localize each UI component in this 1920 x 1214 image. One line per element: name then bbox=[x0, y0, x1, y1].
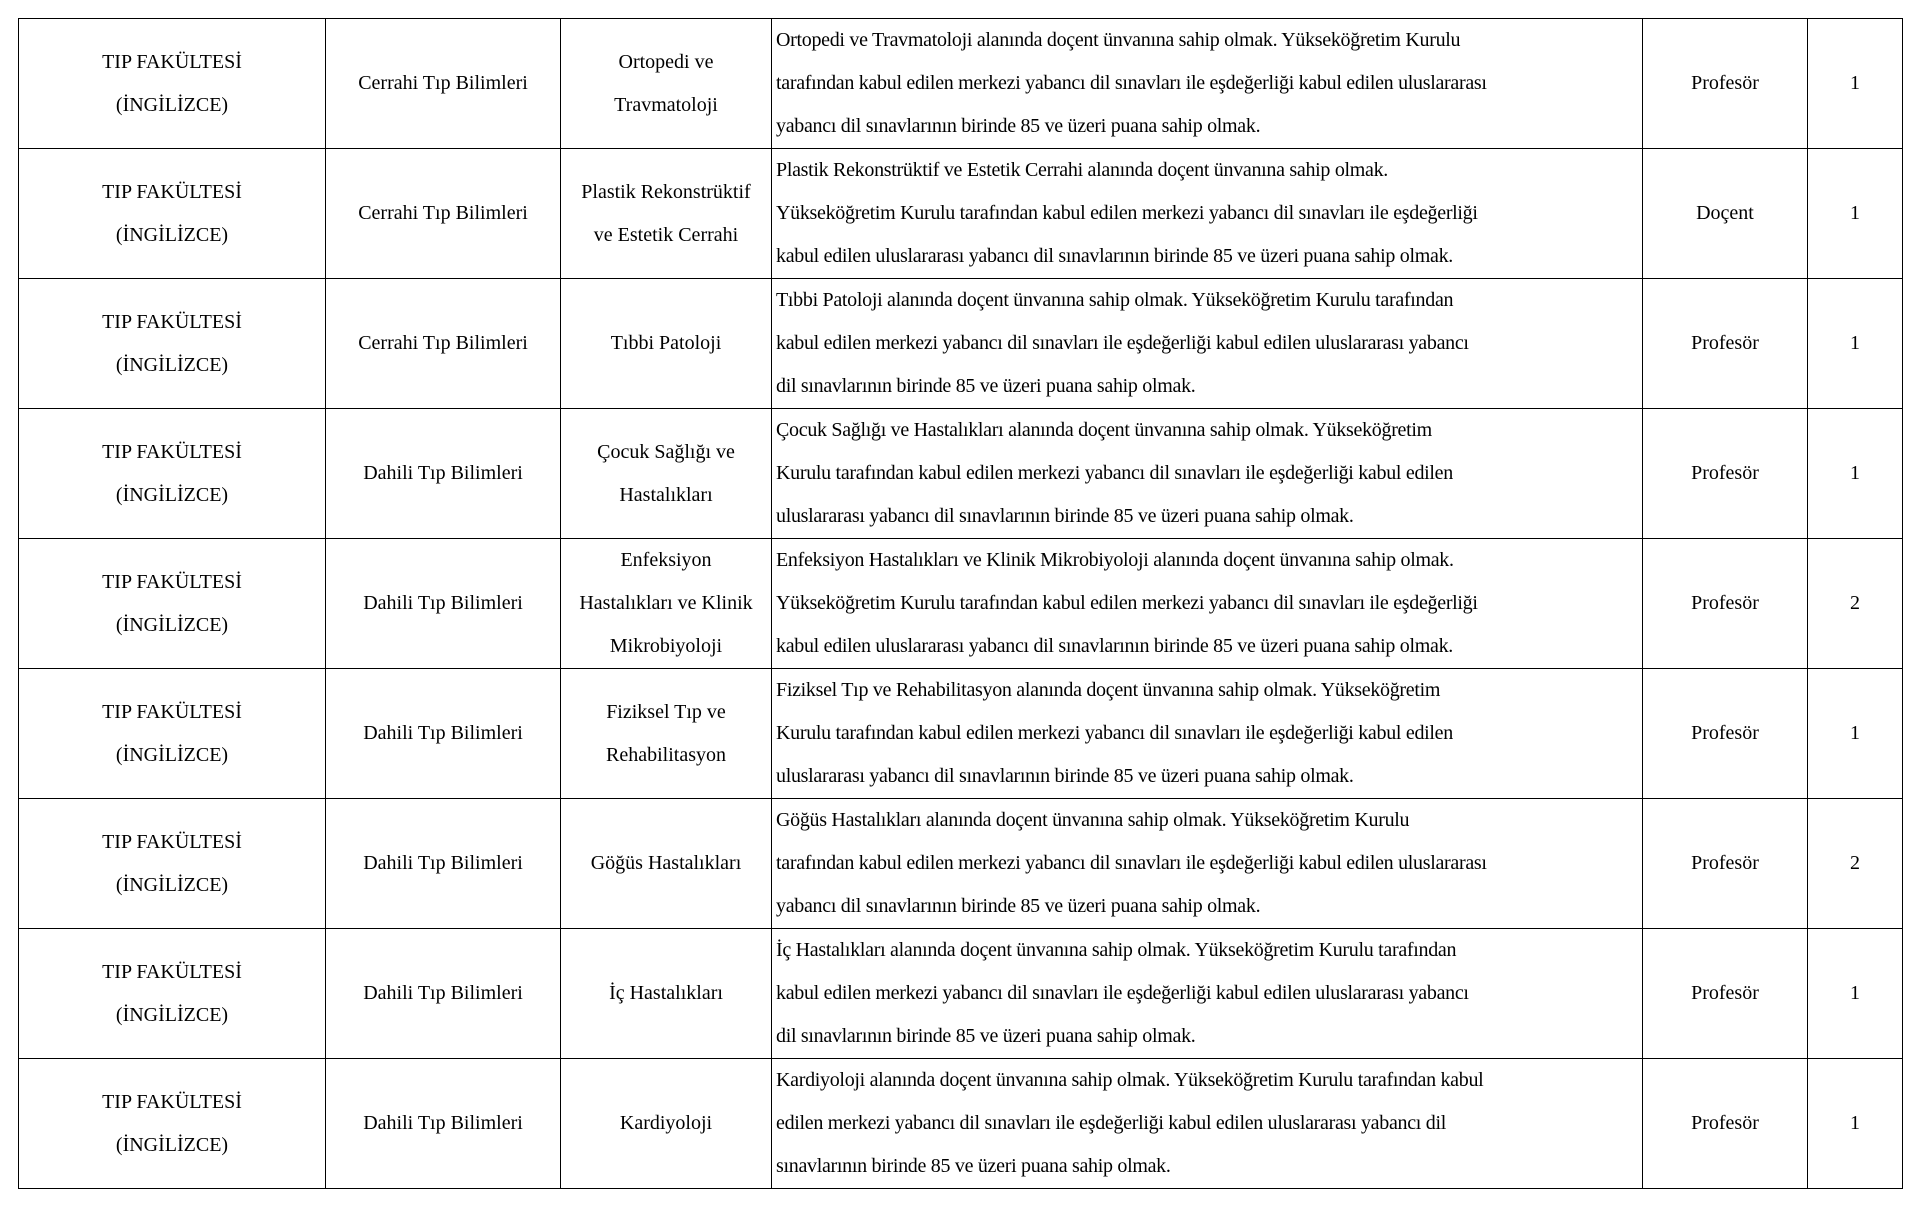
requirement-cell bbox=[772, 279, 1643, 409]
department-line: ve Estetik Cerrahi bbox=[593, 223, 739, 246]
table-row bbox=[19, 279, 1903, 409]
requirement-line: Çocuk Sağlığı ve Hastalıkları alanında doçent ünvanına sahip olmak. Yükseköğretim bbox=[776, 419, 1432, 441]
faculty-cell bbox=[19, 279, 326, 409]
division-cell: Dahili Tıp Bilimleri bbox=[326, 409, 561, 539]
requirement-cell bbox=[772, 669, 1643, 799]
title-cell: Profesör bbox=[1643, 279, 1808, 409]
division-cell: Dahili Tıp Bilimleri bbox=[326, 929, 561, 1059]
requirement-line: Kurulu tarafından kabul edilen merkezi yabancı dil sınavları ile eşdeğerliği kabul edilen bbox=[776, 462, 1453, 484]
title-cell: Doçent bbox=[1643, 149, 1808, 279]
requirement-line: yabancı dil sınavlarının birinde 85 ve üzeri puana sahip olmak. bbox=[776, 115, 1261, 137]
faculty-line: (İNGİLİZCE) bbox=[115, 873, 229, 896]
department-line: Göğüs Hastalıkları bbox=[590, 852, 742, 874]
department-cell bbox=[561, 149, 772, 279]
title-cell: Profesör bbox=[1643, 799, 1808, 929]
table-row bbox=[19, 539, 1903, 669]
count-cell: 1 bbox=[1808, 19, 1903, 149]
requirement-line: kabul edilen uluslararası yabancı dil sınavlarının birinde 85 ve üzeri puana sahip olmak. bbox=[776, 635, 1453, 657]
requirement-line: dil sınavlarının birinde 85 ve üzeri puana sahip olmak. bbox=[776, 375, 1196, 397]
count-cell: 1 bbox=[1808, 1059, 1903, 1189]
department-cell bbox=[561, 799, 772, 929]
department-line: Rehabilitasyon bbox=[606, 743, 726, 766]
requirement-cell bbox=[772, 409, 1643, 539]
requirement-line: edilen merkezi yabancı dil sınavları ile eşdeğerliği kabul edilen uluslararası yabancı dil bbox=[776, 1112, 1446, 1134]
faculty-line: TIP FAKÜLTESİ bbox=[102, 570, 242, 593]
department-line: Fiziksel Tıp ve bbox=[606, 700, 726, 723]
department-cell bbox=[561, 409, 772, 539]
count-cell: 1 bbox=[1808, 929, 1903, 1059]
count-cell: 1 bbox=[1808, 669, 1903, 799]
division-cell: Dahili Tıp Bilimleri bbox=[326, 539, 561, 669]
count-cell: 1 bbox=[1808, 149, 1903, 279]
faculty-line: TIP FAKÜLTESİ bbox=[102, 1090, 242, 1113]
requirement-line: tarafından kabul edilen merkezi yabancı dil sınavları ile eşdeğerliği kabul edilen uluslararası bbox=[776, 852, 1487, 874]
faculty-line: (İNGİLİZCE) bbox=[115, 1003, 229, 1026]
table-row bbox=[19, 149, 1903, 279]
division-cell: Cerrahi Tıp Bilimleri bbox=[326, 279, 561, 409]
faculty-cell bbox=[19, 409, 326, 539]
faculty-line: (İNGİLİZCE) bbox=[115, 743, 229, 766]
count-cell: 2 bbox=[1808, 799, 1903, 929]
faculty-cell bbox=[19, 929, 326, 1059]
requirement-cell bbox=[772, 1059, 1643, 1189]
faculty-line: (İNGİLİZCE) bbox=[115, 93, 229, 116]
faculty-line: TIP FAKÜLTESİ bbox=[102, 700, 242, 723]
count-cell: 1 bbox=[1808, 409, 1903, 539]
department-cell bbox=[561, 279, 772, 409]
faculty-cell bbox=[19, 669, 326, 799]
department-cell bbox=[561, 669, 772, 799]
faculty-line: (İNGİLİZCE) bbox=[115, 1133, 229, 1156]
table-row bbox=[19, 19, 1903, 149]
department-line: Enfeksiyon bbox=[620, 549, 712, 571]
requirement-line: Tıbbi Patoloji alanında doçent ünvanına sahip olmak. Yükseköğretim Kurulu tarafından bbox=[776, 289, 1454, 311]
faculty-line: TIP FAKÜLTESİ bbox=[102, 310, 242, 333]
count-cell: 2 bbox=[1808, 539, 1903, 669]
department-line: Travmatoloji bbox=[614, 93, 718, 116]
division-cell: Dahili Tıp Bilimleri bbox=[326, 669, 561, 799]
division-cell: Cerrahi Tıp Bilimleri bbox=[326, 149, 561, 279]
requirement-line: Fiziksel Tıp ve Rehabilitasyon alanında doçent ünvanına sahip olmak. Yükseköğretim bbox=[776, 679, 1441, 701]
division-cell: Dahili Tıp Bilimleri bbox=[326, 799, 561, 929]
requirement-line: yabancı dil sınavlarının birinde 85 ve üzeri puana sahip olmak. bbox=[776, 895, 1261, 917]
title-cell: Profesör bbox=[1643, 19, 1808, 149]
table-row bbox=[19, 1059, 1903, 1189]
department-line: Çocuk Sağlığı ve bbox=[597, 440, 735, 463]
faculty-line: TIP FAKÜLTESİ bbox=[102, 50, 242, 73]
requirement-cell bbox=[772, 539, 1643, 669]
department-line: Plastik Rekonstrüktif bbox=[581, 180, 751, 203]
requirement-line: dil sınavlarının birinde 85 ve üzeri puana sahip olmak. bbox=[776, 1025, 1196, 1047]
title-cell: Profesör bbox=[1643, 929, 1808, 1059]
faculty-line: TIP FAKÜLTESİ bbox=[102, 830, 242, 853]
faculty-line: (İNGİLİZCE) bbox=[115, 483, 229, 506]
table-row bbox=[19, 409, 1903, 539]
table-row bbox=[19, 799, 1903, 929]
faculty-line: (İNGİLİZCE) bbox=[115, 613, 229, 636]
faculty-cell bbox=[19, 19, 326, 149]
department-line: Hastalıkları bbox=[619, 483, 713, 506]
faculty-cell bbox=[19, 1059, 326, 1189]
title-cell: Profesör bbox=[1643, 409, 1808, 539]
requirement-line: Ortopedi ve Travmatoloji alanında doçent ünvanına sahip olmak. Yükseköğretim Kurulu bbox=[776, 29, 1461, 51]
requirement-line: kabul edilen merkezi yabancı dil sınavları ile eşdeğerliği kabul edilen uluslararası yabancı bbox=[776, 982, 1469, 1004]
department-line: Ortopedi ve bbox=[618, 50, 714, 73]
title-cell: Profesör bbox=[1643, 539, 1808, 669]
requirement-line: sınavlarının birinde 85 ve üzeri puana sahip olmak. bbox=[776, 1155, 1171, 1177]
title-cell: Profesör bbox=[1643, 669, 1808, 799]
department-cell bbox=[561, 539, 772, 669]
department-line: Tıbbi Patoloji bbox=[610, 332, 722, 354]
requirement-line: kabul edilen merkezi yabancı dil sınavları ile eşdeğerliği kabul edilen uluslararası yabancı bbox=[776, 332, 1469, 354]
requirement-cell bbox=[772, 929, 1643, 1059]
faculty-line: (İNGİLİZCE) bbox=[115, 353, 229, 376]
department-cell bbox=[561, 1059, 772, 1189]
requirement-cell bbox=[772, 799, 1643, 929]
requirement-line: tarafından kabul edilen merkezi yabancı dil sınavları ile eşdeğerliği kabul edilen uluslararası bbox=[776, 72, 1487, 94]
requirement-line: uluslararası yabancı dil sınavlarının birinde 85 ve üzeri puana sahip olmak. bbox=[776, 505, 1354, 527]
requirement-line: Yükseköğretim Kurulu tarafından kabul edilen merkezi yabancı dil sınavları ile eşdeğerliği bbox=[776, 202, 1478, 224]
department-line: Hastalıkları ve Klinik bbox=[579, 592, 753, 614]
requirement-line: kabul edilen uluslararası yabancı dil sınavlarının birinde 85 ve üzeri puana sahip olmak. bbox=[776, 245, 1453, 267]
division-cell: Cerrahi Tıp Bilimleri bbox=[326, 19, 561, 149]
requirement-cell bbox=[772, 149, 1643, 279]
requirement-line: Kardiyoloji alanında doçent ünvanına sahip olmak. Yükseköğretim Kurulu tarafından kabul bbox=[776, 1069, 1484, 1091]
table-row bbox=[19, 669, 1903, 799]
requirement-line: Kurulu tarafından kabul edilen merkezi yabancı dil sınavları ile eşdeğerliği kabul edilen bbox=[776, 722, 1453, 744]
faculty-line: TIP FAKÜLTESİ bbox=[102, 440, 242, 463]
requirement-line: uluslararası yabancı dil sınavlarının birinde 85 ve üzeri puana sahip olmak. bbox=[776, 765, 1354, 787]
requirement-line: İç Hastalıkları alanında doçent ünvanına sahip olmak. Yükseköğretim Kurulu tarafından bbox=[776, 939, 1457, 961]
department-cell bbox=[561, 929, 772, 1059]
faculty-line: (İNGİLİZCE) bbox=[115, 223, 229, 246]
department-cell bbox=[561, 19, 772, 149]
department-line: Mikrobiyoloji bbox=[609, 635, 723, 657]
division-cell: Dahili Tıp Bilimleri bbox=[326, 1059, 561, 1189]
requirement-line: Plastik Rekonstrüktif ve Estetik Cerrahi alanında doçent ünvanına sahip olmak. bbox=[776, 159, 1389, 181]
faculty-cell bbox=[19, 799, 326, 929]
requirement-line: Yükseköğretim Kurulu tarafından kabul edilen merkezi yabancı dil sınavları ile eşdeğerliği bbox=[776, 592, 1478, 614]
department-line: İç Hastalıkları bbox=[609, 982, 723, 1004]
positions-table bbox=[18, 18, 1903, 1189]
faculty-cell bbox=[19, 149, 326, 279]
faculty-line: TIP FAKÜLTESİ bbox=[102, 180, 242, 203]
requirement-line: Göğüs Hastalıkları alanında doçent ünvanına sahip olmak. Yükseköğretim Kurulu bbox=[776, 809, 1410, 831]
requirement-cell bbox=[772, 19, 1643, 149]
faculty-cell bbox=[19, 539, 326, 669]
title-cell: Profesör bbox=[1643, 1059, 1808, 1189]
requirement-line: Enfeksiyon Hastalıkları ve Klinik Mikrobiyoloji alanında doçent ünvanına sahip olmak. bbox=[776, 549, 1454, 571]
faculty-line: TIP FAKÜLTESİ bbox=[102, 960, 242, 983]
table-row bbox=[19, 929, 1903, 1059]
department-line: Kardiyoloji bbox=[619, 1112, 713, 1134]
count-cell: 1 bbox=[1808, 279, 1903, 409]
